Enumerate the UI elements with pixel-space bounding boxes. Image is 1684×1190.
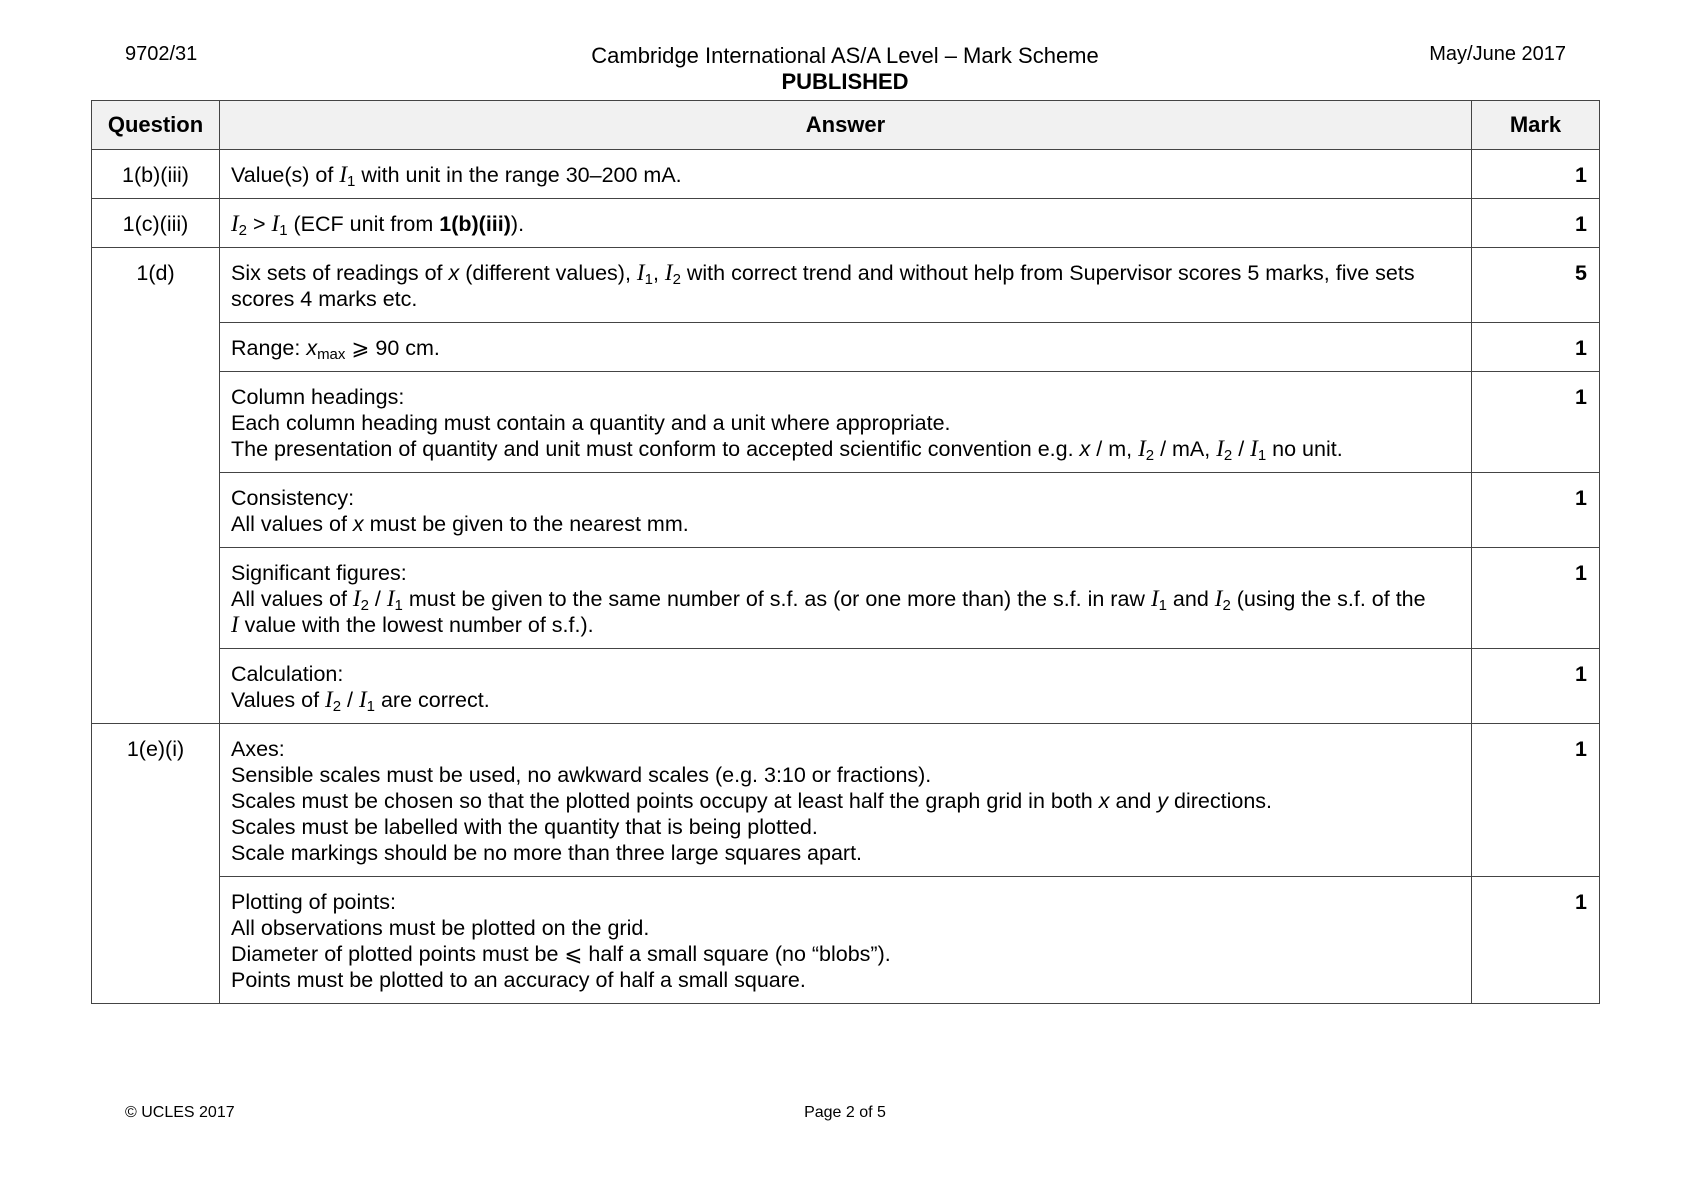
answer-cell xyxy=(220,649,1472,724)
current-symbol: I xyxy=(231,211,239,236)
document-title: Cambridge International AS/A Level – Mark Scheme xyxy=(591,43,1099,68)
answer-line: Calculation: xyxy=(231,662,344,686)
answer-line xyxy=(231,687,1459,713)
table-row xyxy=(92,724,1600,877)
paper-code: 9702/31 xyxy=(125,43,198,65)
answer-line: Scale markings should be no more than three large squares apart. xyxy=(231,841,863,865)
current-symbol: I xyxy=(1138,436,1146,461)
answer-line: Significant figures: xyxy=(231,561,407,585)
subscript: 1 xyxy=(1257,447,1267,464)
answer-line xyxy=(231,586,1459,612)
subscript: 2 xyxy=(1145,447,1155,464)
mark-cell: 1 xyxy=(1472,323,1600,372)
answer-line: Diameter of plotted points must be ⩽ half a small square (no “blobs”). xyxy=(231,942,891,966)
answer-text: (different values), xyxy=(459,261,637,285)
question-cell: 1(e)(i) xyxy=(92,724,220,1004)
column-header-answer: Answer xyxy=(220,101,1472,150)
subscript: 2 xyxy=(332,698,342,715)
answer-text: / mA, xyxy=(1154,437,1217,461)
page-number: Page 2 of 5 xyxy=(804,1104,886,1121)
table-row xyxy=(92,248,1600,323)
subscript: 2 xyxy=(238,222,248,239)
current-symbol: I xyxy=(271,211,280,236)
answer-line xyxy=(231,260,1459,286)
answer-cell xyxy=(220,473,1472,548)
answer-text: Values of xyxy=(231,688,326,712)
table-row xyxy=(92,323,1600,372)
answer-line: scores 4 marks etc. xyxy=(231,287,418,311)
current-symbol: I xyxy=(1250,436,1258,461)
current-symbol: I xyxy=(1150,586,1159,611)
mark-cell: 1 xyxy=(1472,877,1600,1004)
answer-text: (using the s.f. of the xyxy=(1230,587,1426,611)
subscript: 2 xyxy=(360,597,369,614)
answer-cell xyxy=(220,724,1472,877)
table-row xyxy=(92,649,1600,724)
copyright-notice: © UCLES 2017 xyxy=(125,1104,235,1121)
column-header-mark: Mark xyxy=(1472,101,1600,150)
variable-x: x xyxy=(1098,789,1110,813)
answer-cell xyxy=(220,548,1472,649)
answer-text: and xyxy=(1166,587,1215,611)
variable-x: x xyxy=(448,261,460,285)
subscript: 1 xyxy=(394,597,403,614)
answer-text: Range: xyxy=(231,336,307,360)
variable-y: y xyxy=(1157,789,1169,813)
mark-cell: 1 xyxy=(1472,649,1600,724)
variable-x: x xyxy=(1079,437,1091,461)
answer-line: Sensible scales must be used, no awkward scales (e.g. 3:10 or fractions). xyxy=(231,763,932,787)
table-row xyxy=(92,150,1600,199)
mark-cell: 1 xyxy=(1472,473,1600,548)
answer-text: must be given to the nearest mm. xyxy=(363,512,689,536)
table-row xyxy=(92,473,1600,548)
table-row xyxy=(92,199,1600,248)
answer-cell xyxy=(220,372,1472,473)
answer-text: / m, xyxy=(1090,437,1139,461)
mark-cell: 1 xyxy=(1472,150,1600,199)
mark-cell: 1 xyxy=(1472,548,1600,649)
answer-text: / xyxy=(1232,437,1251,461)
mark-cell: 1 xyxy=(1472,724,1600,877)
question-cell: 1(d) xyxy=(92,248,220,724)
table-header-row xyxy=(92,101,1600,150)
mark-cell: 1 xyxy=(1472,199,1600,248)
answer-line: Scales must be labelled with the quantity that is being plotted. xyxy=(231,815,818,839)
answer-cell xyxy=(220,877,1472,1004)
answer-text: / xyxy=(341,688,359,712)
current-symbol: I xyxy=(636,260,645,285)
answer-cell xyxy=(220,248,1472,323)
answer-line: All observations must be plotted on the grid. xyxy=(231,916,650,940)
answer-text: with correct trend and without help from Supervisor scores 5 marks, five sets xyxy=(680,261,1415,285)
published-label: PUBLISHED xyxy=(781,69,909,94)
current-symbol: I xyxy=(1216,436,1224,461)
exam-session: May/June 2017 xyxy=(1429,43,1566,65)
answer-text: with unit in the range 30–200 mA. xyxy=(355,163,682,187)
answer-text: (ECF unit from xyxy=(287,212,440,236)
current-symbol: I xyxy=(1214,586,1223,611)
answer-text: and xyxy=(1109,789,1158,813)
subscript: 1 xyxy=(644,271,653,288)
question-reference: 1(b)(iii) xyxy=(439,212,511,236)
table-row xyxy=(92,548,1600,649)
question-cell: 1(b)(iii) xyxy=(92,150,220,199)
current-symbol: I xyxy=(358,687,367,712)
answer-cell xyxy=(220,323,1472,372)
current-symbol: I xyxy=(352,586,361,611)
answer-text: > xyxy=(247,212,272,236)
variable-x: x xyxy=(306,336,318,360)
answer-text: Six sets of readings of xyxy=(231,261,449,285)
subscript: 2 xyxy=(1222,597,1231,614)
answer-line xyxy=(231,511,1459,537)
mark-cell: 5 xyxy=(1472,248,1600,323)
answer-line: Column headings: xyxy=(231,385,405,409)
answer-line: Consistency: xyxy=(231,486,355,510)
subscript: 2 xyxy=(672,271,681,288)
answer-text: are correct. xyxy=(374,688,490,712)
answer-line: Axes: xyxy=(231,737,285,761)
answer-text: value with the lowest number of s.f.). xyxy=(238,613,594,637)
mark-scheme-table xyxy=(91,100,1600,1004)
mark-cell: 1 xyxy=(1472,372,1600,473)
answer-text: All values of xyxy=(231,512,353,536)
subscript: 1 xyxy=(1158,597,1167,614)
current-symbol: I xyxy=(664,260,673,285)
answer-text: ⩾ 90 cm. xyxy=(345,336,440,360)
subscript: max xyxy=(317,346,346,363)
answer-line xyxy=(231,612,1459,638)
column-header-question: Question xyxy=(92,101,220,150)
answer-text: / xyxy=(368,587,387,611)
answer-cell xyxy=(220,199,1472,248)
answer-line: Each column heading must contain a quantity and a unit where appropriate. xyxy=(231,411,951,435)
answer-text: ). xyxy=(510,212,525,236)
table-row xyxy=(92,877,1600,1004)
answer-text: Value(s) of xyxy=(231,163,340,187)
answer-text: , xyxy=(652,261,665,285)
subscript: 1 xyxy=(279,222,288,239)
answer-line xyxy=(231,436,1459,462)
answer-text: All values of xyxy=(231,587,353,611)
answer-cell xyxy=(220,150,1472,199)
answer-text: Scales must be chosen so that the plotted points occupy at least half the graph grid in both xyxy=(231,789,1099,813)
answer-text: no unit. xyxy=(1266,437,1343,461)
subscript: 1 xyxy=(347,173,356,190)
answer-text: must be given to the same number of s.f. as (or one more than) the s.f. in raw xyxy=(402,587,1151,611)
answer-text: The presentation of quantity and unit must conform to accepted scientific convention e.g. xyxy=(231,437,1080,461)
subscript: 1 xyxy=(366,698,375,715)
answer-line: Plotting of points: xyxy=(231,890,396,914)
variable-x: x xyxy=(352,512,364,536)
subscript: 2 xyxy=(1223,447,1233,464)
current-symbol: I xyxy=(386,586,395,611)
current-symbol: I xyxy=(339,162,348,187)
answer-line xyxy=(231,788,1459,814)
table-row xyxy=(92,372,1600,473)
current-symbol: I xyxy=(325,687,333,712)
question-cell: 1(c)(iii) xyxy=(92,199,220,248)
answer-text: directions. xyxy=(1168,789,1273,813)
current-symbol: I xyxy=(231,612,239,637)
answer-line: Points must be plotted to an accuracy of half a small square. xyxy=(231,968,806,992)
